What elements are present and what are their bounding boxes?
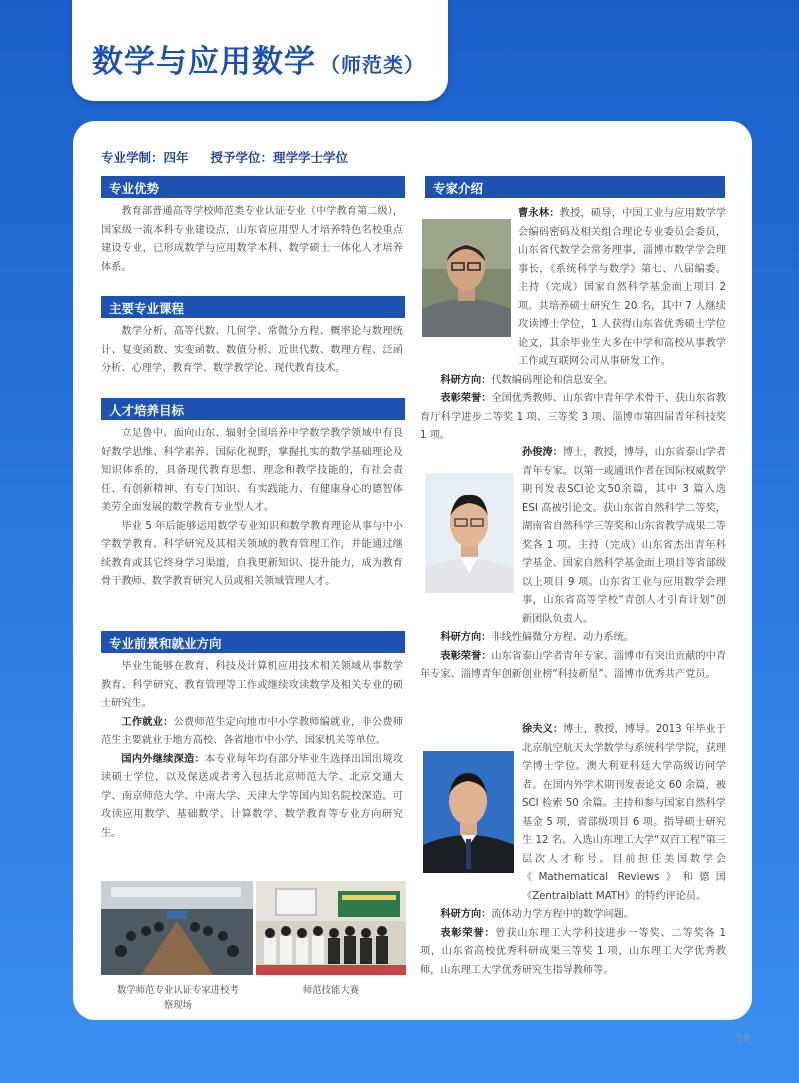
further-study-label: 国内外继续深造： [121, 753, 205, 765]
employment-paragraph [101, 714, 403, 751]
expert-3-honors-label: 表彰荣誉： [440, 927, 496, 939]
expert-1-bio-text: 教授，硕导，中国工业与应用数学学会编码密码及相关组合理论专业委员会委员，山东省代数学会常务理事，淄博市数学学会理事长，《系统科学与数学》第七、八届编委。主持（完成）国家自然科学基金面上项目 2 项。共培养硕士研究生 20 名，其中 7 人继续攻读博士学位，1 人获得山东省优秀硕士学位论文，其余毕业生大多在中学和高校从事教学工作或互联网公司从事研发工作。 [518, 208, 727, 367]
expert-3 [420, 721, 726, 980]
section-courses-body [101, 323, 403, 379]
page-title [92, 36, 425, 81]
expert-1-research [420, 372, 726, 391]
expert-3-research [420, 906, 726, 925]
page-number: 59 [736, 1032, 750, 1045]
expert-3-honors [420, 925, 726, 981]
employment-label: 工作就业： [121, 716, 174, 728]
expert-1-name: 曹永林： [518, 208, 560, 219]
expert-2-research-text: 非线性偏微分方程、动力系统。 [491, 632, 634, 643]
contest-group-image [256, 881, 406, 975]
section-heading-courses: 主要专业课程 [101, 296, 405, 318]
expert-2-honors-text: 山东省泰山学者青年专家、淄博市有突出贡献的中青年专家、淄博青年创新创业榜“科技新星”、淄博市优秀共产党员。 [420, 650, 727, 680]
expert-3-bio [420, 721, 726, 906]
section-advantage-body [101, 203, 403, 277]
expert-1-research-label: 科研方向： [440, 374, 492, 386]
program-duration: 专业学制：四年 [101, 150, 189, 165]
page-title-main: 数学与应用数学 [92, 44, 316, 80]
expert-2 [420, 444, 726, 685]
prospects-paragraph: 毕业生能够在教育、科技及计算机应用技术相关领域从事数学教育、科学研究、教育管理等工作或继续攻读数学及相关专业的硕士研究生。 [101, 661, 403, 709]
expert-1-research-text: 代数编码理论和信息安全。 [491, 374, 614, 386]
section-heading-experts: 专家介绍 [425, 176, 725, 198]
page-title-subtitle: （师范类） [320, 53, 425, 77]
advantage-paragraph: 教育部普通高等学校师范类专业认证专业（中学教育第二级），国家级一流本科专业建设点，山东省应用型人才培养特色名校重点建设专业，已形成数学与应用数学本科、数学硕士一体化人才培养体系。 [101, 206, 403, 273]
expert-1-honors [420, 390, 726, 446]
expert-2-honors-label: 表彰荣誉： [440, 650, 492, 662]
title-card [72, 0, 448, 101]
meeting-room-image [101, 881, 253, 975]
content-card [73, 121, 752, 1020]
caption-teaching-skills-contest: 师范技能大赛 [302, 985, 360, 996]
expert-2-honors [420, 648, 726, 685]
expert-3-research-label: 科研方向： [440, 909, 492, 920]
courses-paragraph: 数学分析、高等代数、几何学、常微分方程、概率论与数理统计、复变函数、实变函数、数值分析、近世代数、数理方程、泛函分析、心理学、教育学、数学教学论、现代教育技术。 [101, 326, 403, 374]
expert-2-bio-text: 博士，教授，博导，山东省泰山学者青年专家。以第一或通讯作者在国际权威数学期刊发表SCI论文50余篇，其中 3 篇入选 ESI 高被引论文。获山东省自然科学二等奖，湖南省自然科学三等奖和山东省教学成果二等奖各 1 项。主持（完成）山东省杰出青年科学基金、国家自然科学基金面上项目等省部级以上项目 9 项。山东省工业与应用数学会理事，山东省高等学校“青创人才引育计划”创新团队负责人。 [522, 447, 727, 625]
expert-3-honors-text: 曾获山东理工大学科技进步一等奖、二等奖各 1 项，山东省高校优秀科研成果三等奖 1 项，山东理工大学优秀教师，山东理工大学优秀研究生指导教师等。 [420, 927, 726, 976]
expert-3-name: 徐夫义： [522, 724, 564, 735]
section-prospects-body [101, 658, 403, 843]
further-study-paragraph [101, 751, 403, 844]
expert-3-research-text: 流体动力学方程中的数学问题。 [491, 909, 634, 920]
program-degree: 授予学位：理学学士学位 [210, 150, 349, 165]
expert-2-research-label: 科研方向： [440, 632, 492, 643]
section-heading-goals: 人才培养目标 [101, 398, 405, 420]
goals-paragraph-2: 毕业 5 年后能够运用数学专业知识和数学教育理论从事与中小学数学教育、科学研究及其相关领域的教育管理工作，并能通过继续教育或其它终身学习渠道，自我更新知识、提升能力，成为教育骨干教师、数学教育研究人员或相关领域管理人才。 [101, 520, 403, 587]
expert-2-research [420, 629, 726, 648]
expert-1-bio [420, 205, 726, 372]
photo-teaching-skills-contest [256, 881, 406, 975]
expert-2-bio [420, 444, 726, 629]
goals-paragraph-1: 立足鲁中、面向山东、辐射全国培养中学数学教学领域中有良好数学思维、科学素养、国际化视野，掌握扎实的数学基础理论及知识体系的，具备现代教育思想、理念和教学技能的，有社会责任、有创新精神、有专门知识、有实践能力、有健康身心的德智体美劳全面发展的数学教育专业型人才。 [101, 428, 403, 513]
program-meta [101, 148, 348, 166]
caption-certification-meeting: 数学师范专业认证专家进校考察现场 [117, 985, 239, 1011]
expert-3-bio-text: 博士，教授，博导。2013 年毕业于北京航空航天大学数学与系统科学学院，获理学博士学位。澳大利亚科廷大学高级访问学者。在国内外学术期刊发表论文 60 余篇，被 SCI 检索 50 余篇。主持和参与国家自然科学基金 5 项，省部级项目 6 项。指导硕士研究生 12 名。入选山东理工大学“双百工程”第三层次人才称号。目前担任美国数学会《Mathematical Reviews》和德国《Zentralblatt MATH》的特约评论员。 [522, 724, 726, 902]
expert-1-honors-text: 全国优秀教师、山东省中青年学术骨干、获山东省教育厅科学进步二等奖 1 项、三等奖 3 项、淄博市第四届青年科技奖 1 项。 [420, 393, 727, 441]
photo-certification-meeting [101, 881, 253, 975]
section-goals-body [101, 425, 403, 592]
expert-2-name: 孙俊涛： [522, 447, 563, 458]
section-heading-advantage: 专业优势 [101, 176, 405, 198]
employment-text: 公费师范生定向地市中小学教师编就业，非公费师范生主要就业于地方高校、各省地市中小学、国家机关等单位。 [101, 716, 404, 746]
expert-1 [420, 205, 726, 446]
section-heading-prospects: 专业前景和就业方向 [101, 631, 405, 653]
further-study-text: 本专业每年均有部分毕业生选择出国出境攻读硕士学位，以及保送或者考入包括北京师范大学、北京交通大学、南京师范大学、中南大学、天津大学等国内知名院校深造。可攻读应用数学、基础数学、计算数学、数学教育等专业方向研究生。 [101, 753, 403, 839]
expert-1-honors-label: 表彰荣誉： [440, 393, 492, 404]
